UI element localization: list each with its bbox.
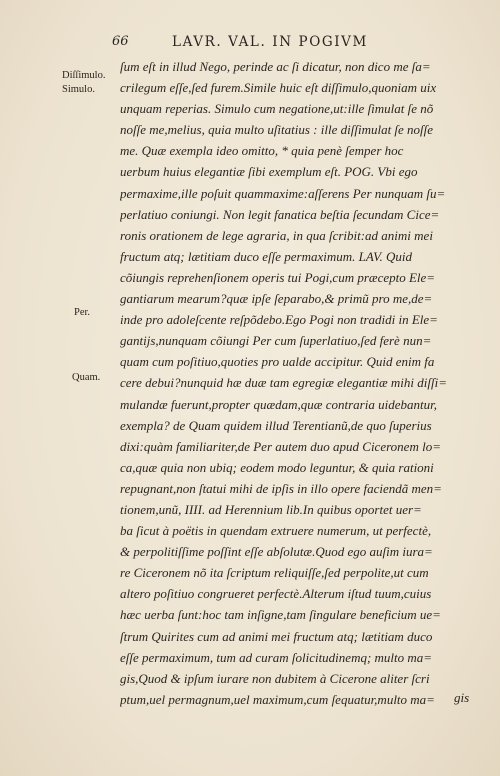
- text-line: repugnant,non ſtatui mihi de ipſis in illo opere faciendã men=: [120, 480, 442, 496]
- body-text: [120, 56, 484, 710]
- text-line: ca,quæ quia non ubiq; eodem modo leguntur, & quia rationi: [120, 459, 434, 475]
- text-line: ſtrum Quirites cum ad animi mei fructum atq; lætitiam duco: [120, 628, 433, 644]
- text-line: ronis orationem de lege agraria, in qua ſcribit:ad animi mei: [120, 227, 433, 243]
- text-line: uerbum huius elegantiæ ſibi exemplum eſt. POG. Vbi ego: [120, 164, 418, 180]
- text-line: exempla? de Quam quidem illud Terentianũ,de quo ſuperius: [120, 417, 432, 433]
- text-line: noſſe me,melius, quia multo uſitatius : ille diſſimulat ſe noſſe: [120, 122, 434, 138]
- text-line: quam cum poſitiuo,quoties pro ualde accipitur. Quid enim fa: [120, 354, 435, 370]
- text-line: cere debui?nunquid hæ duæ tam egregiæ elegantiæ mihi diſſi=: [120, 375, 447, 391]
- text-line: dixi:quàm familiariter,de Per autem duo apud Ciceronem lo=: [120, 438, 441, 454]
- text-line: cõiungis reprehenſionem operis tui Pogi,cum præcepto Ele=: [120, 269, 436, 285]
- text-line: ptum,uel permagnum,uel maximum,cum ſequatur,multo ma=: [120, 691, 435, 707]
- text-line: ba ſicut à poëtis in quendam extruere numerum, ut perfectè,: [120, 523, 432, 539]
- text-line: perlatiuo coniungi. Non legit fanatica beſtia ſecundam Cice=: [120, 206, 440, 222]
- margin-note-dissimulo: Diſſimulo.: [62, 70, 106, 81]
- page-header: [112, 34, 492, 52]
- text-line: tionem,unũ, IIII. ad Herennium lib.In quibus oportet uer=: [120, 501, 422, 517]
- text-line: altero poſitiuo congrueret perfectè.Alterum iſtud tuum,cuius: [120, 586, 432, 602]
- text-line: crilegum eſſe,ſed furem.Simile huic eſt diſſimulo,quoniam uix: [120, 80, 437, 96]
- text-line: gantiarum mearum?quæ ipſe ſeparabo,& primũ pro me,de=: [120, 291, 433, 307]
- text-line: mulandæ fuerunt,propter quædam,quæ contraria uidebantur,: [120, 396, 437, 412]
- margin-note-simulo: Simulo.: [62, 84, 95, 95]
- page-number: 66: [112, 34, 129, 49]
- text-line: re Ciceronem nõ ita ſcriptum reliquiſſe,ſed perpolite,ut cum: [120, 565, 429, 581]
- text-line: fructum atq; lætitiam duco eſſe permaximum. LAV. Quid: [120, 248, 412, 264]
- text-line: permaxime,ille poſuit quammaxime:aſſerens Per nunquam ſu=: [120, 185, 446, 201]
- margin-note-quam: Quam.: [72, 372, 101, 383]
- text-line: me. Quæ exempla ideo omitto, * quia penè ſemper hoc: [120, 143, 404, 159]
- text-line: gantijs,nunquam cõiungi Per cum ſuperlatiuo,ſed ferè nun=: [120, 333, 432, 349]
- text-line: eſſe permaximum, tum ad curam ſolicitudinemq; multo ma=: [120, 649, 433, 665]
- text-line: gis,Quod & ipſum iurare non dubitem à Cicerone aliter ſcri: [120, 670, 430, 686]
- text-line: & perpolitiſſime poſſint eſſe abſolutæ.Quod ego auſim iura=: [120, 544, 433, 560]
- catchword: gis: [454, 690, 470, 705]
- margin-note-per: Per.: [74, 307, 91, 318]
- text-line: unquam reperias. Simulo cum negatione,ut:ille ſimulat ſe nõ: [120, 101, 434, 117]
- text-line: hæc uerba ſunt:hoc tam inſigne,tam ſingulare beneficium ue=: [120, 607, 441, 623]
- running-head: LAVR. VAL. IN POGIVM: [172, 34, 368, 50]
- text-line: ſum eſt in illud Nego, perinde ac ſi dicatur, non dico me ſa=: [120, 59, 431, 74]
- text-line: inde pro adoleſcente reſpõdebo.Ego Pogi non tradidi in Ele=: [120, 312, 438, 328]
